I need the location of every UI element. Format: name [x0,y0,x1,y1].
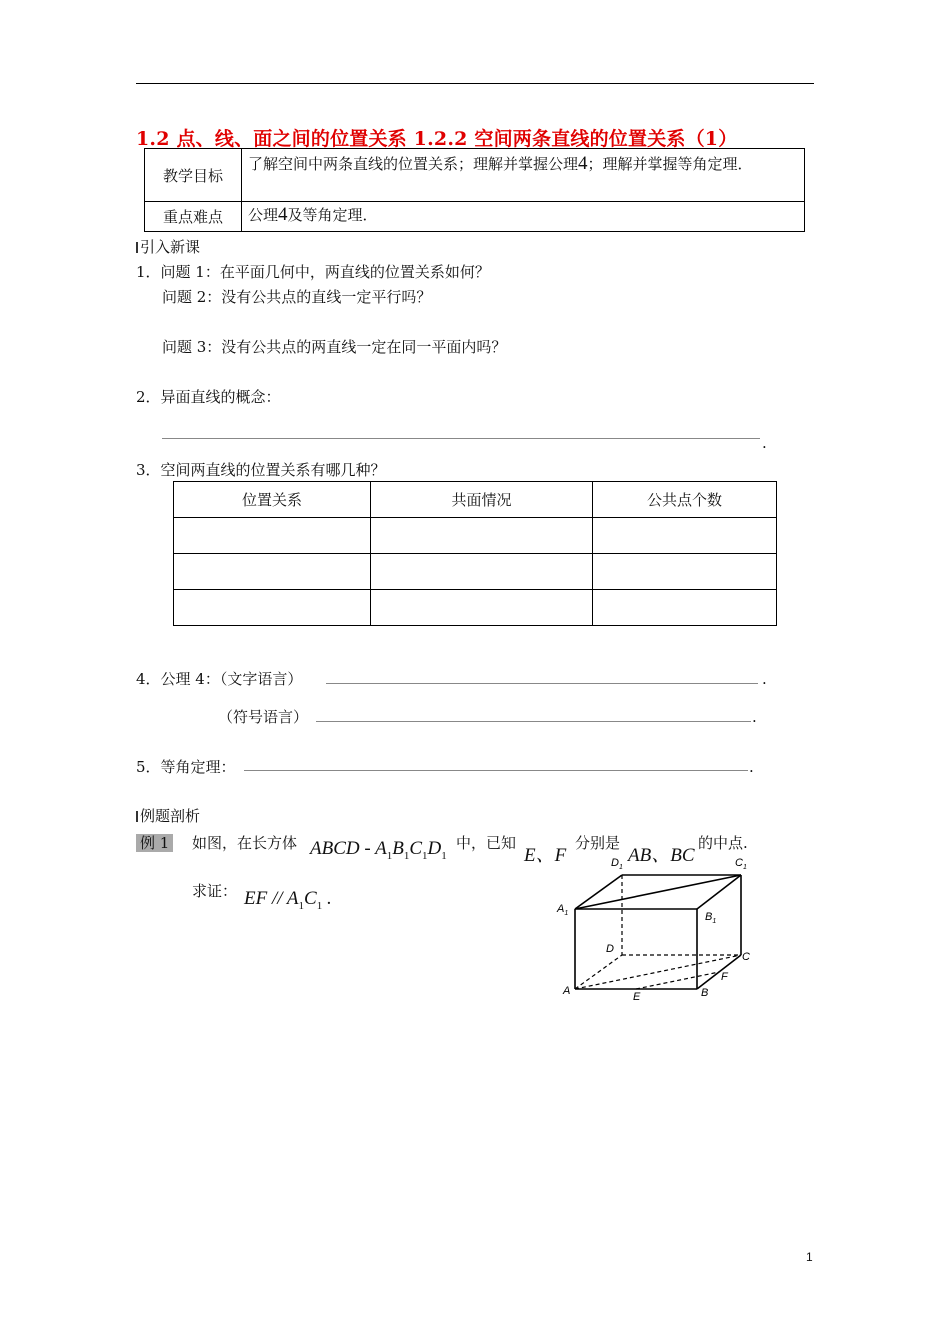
row-label-objectives: 教学目标 [145,149,242,202]
period-mark: . [752,708,757,726]
table-cell [371,590,593,626]
section-marker [136,242,138,253]
table-row [145,202,805,232]
axiom-text-blank [326,683,758,684]
row-label-keypoints: 重点难点 [145,202,242,232]
section-heading-examples: 例题剖析 [136,805,200,826]
diagonal-a1c1 [575,875,741,909]
table-cell [371,554,593,590]
section-heading-intro: 引入新课 [136,236,200,257]
row-content-keypoints: 公理4及等角定理． [242,202,805,232]
label-e: E [633,991,641,1003]
table-cell [174,518,371,554]
table-cell [593,554,777,590]
page-number: 1 [806,1250,813,1264]
question-2: 问题 2：没有公共点的直线一定平行吗？ [162,288,432,306]
item-2-skew-lines: 2．异面直线的概念： [136,388,281,406]
row-content-objectives: 了解空间中两条直线的位置关系；理解并掌握公理4；理解并掌握等角定理． [242,149,805,202]
label-d: D [606,943,614,955]
axiom-symbol-blank [316,721,751,722]
table-row [174,518,777,554]
item-5-equal-angle: 5．等角定理： [136,758,236,776]
item-4-axiom-text: 4．公理 4：（文字语言） [136,670,303,688]
header-rule [136,83,814,84]
answer-blank-line [162,438,760,439]
label-b1: $B_1$ [705,911,717,925]
column-header: 位置关系 [174,482,371,518]
item-4-axiom-symbol: （符号语言） [218,708,309,726]
period-mark: . [762,670,767,688]
example-text-are: 分别是 [575,834,621,852]
question-1: 1．问题 1：在平面几何中，两直线的位置关系如何？ [136,263,490,281]
table-row [174,590,777,626]
column-header: 公共点个数 [593,482,777,518]
example-text-known: 中，已知 [456,834,517,852]
item-3-relations: 3．空间两直线的位置关系有哪几种？ [136,461,386,479]
equal-angle-blank [244,770,748,771]
period-mark: . [749,758,754,776]
label-c1: $C_1$ [735,857,747,871]
prove-statement: EF // $A_1C_1$ . [244,888,332,912]
table-cell [593,518,777,554]
label-d1: $D_1$ [611,857,623,871]
table-row [174,554,777,590]
page-title: 1.2 点、线、面之间的位置关系 1.2.2 空间两条直线的位置关系（1） [136,128,738,150]
prove-label: 求证： [192,882,238,900]
solid-label: ABCD - $A_1B_1C_1D_1$ [310,838,447,862]
label-a1: $A_1$ [557,903,569,917]
points-ef: E、F [524,845,567,866]
table-cell [371,518,593,554]
label-f: F [721,971,728,983]
section-marker [136,811,138,822]
label-b: B [701,987,709,999]
relations-table [173,481,777,626]
question-3: 问题 3：没有公共点的两直线一定在同一平面内吗？ [162,338,507,356]
table-header-row [174,482,777,518]
example-tag: 例 1 [136,832,173,853]
column-header: 共面情况 [371,482,593,518]
label-a: A [563,985,571,997]
objectives-table [144,148,805,232]
table-cell [593,590,777,626]
example-text-midpoints: 的中点. [698,834,748,852]
segments-ab-bc: AB、BC [628,845,695,866]
period-mark: . [762,434,767,452]
table-row [145,149,805,202]
cuboid-figure [555,850,765,1010]
table-cell [174,590,371,626]
solid-name [310,838,447,862]
label-c: C [742,951,750,963]
table-cell [174,554,371,590]
example-text: 如图，在长方体 [192,834,298,852]
